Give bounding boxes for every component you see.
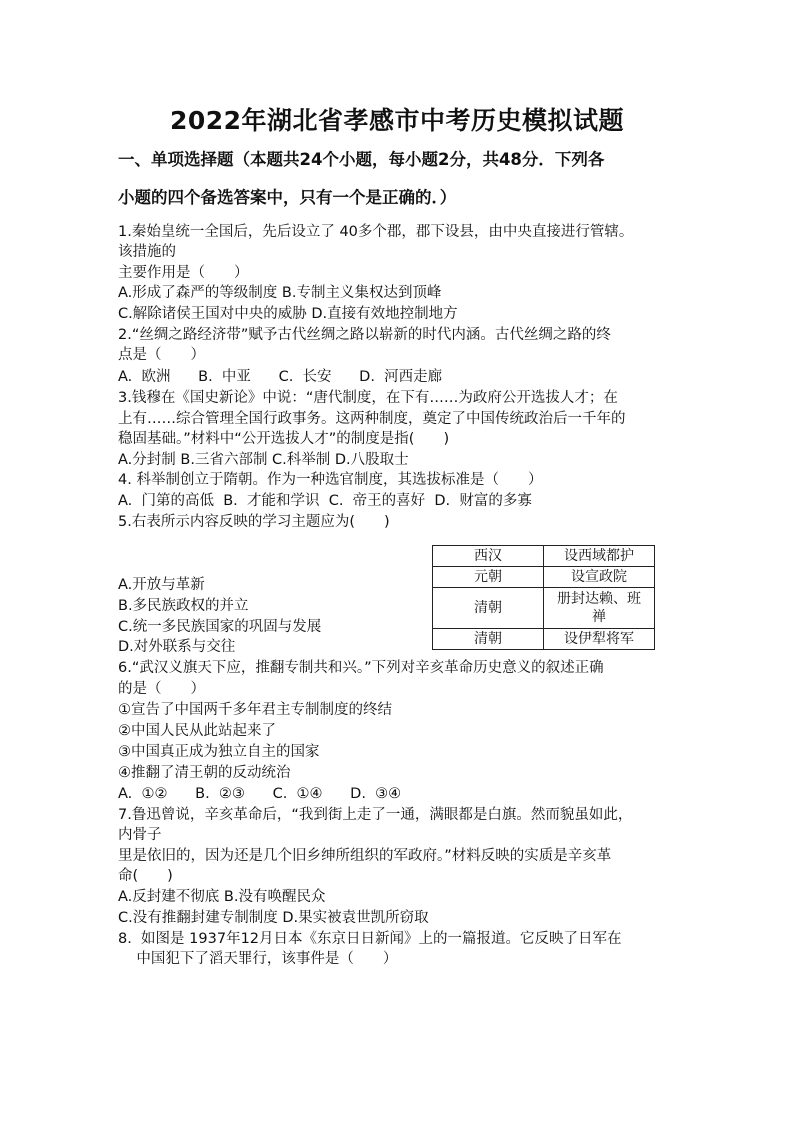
q3-stem-line-3: 稳固基础。”材料中“公开选拔人才”的制度是指( ) — [118, 431, 450, 447]
q6-item-3: ③中国真正成为独立自主的国家 — [118, 744, 320, 760]
table-cell: 西汉 — [433, 546, 544, 567]
q2-stem-line-2: 点是（ ） — [118, 347, 205, 363]
q3-stem-line-2: 上有……综合管理全国行政事务。这两种制度，奠定了中国传统政治后一千年的 — [118, 411, 626, 427]
table-row — [433, 629, 655, 650]
q3-stem-line-1: 3.钱穆在《国史新论》中说：“唐代制度，在下有……为政府公开选拔人才；在 — [118, 390, 618, 406]
q5-option-b: B.多民族政权的并立 — [118, 598, 249, 614]
q7-options-line-2: C.没有推翻封建专制制度 D.果实被袁世凯所窃取 — [118, 910, 429, 926]
q6-item-1: ①宣告了中国两千多年君主专制制度的终结 — [118, 702, 392, 718]
q7-options-line-1: A.反封建不彻底 B.没有唤醒民众 — [118, 889, 326, 905]
q6-item-2: ②中国人民从此站起来了 — [118, 723, 276, 739]
q6-options: A. ①② B. ②③ C. ①④ D. ③④ — [118, 786, 402, 802]
q6-stem-line-1: 6.“武汉义旗天下应，推翻专制共和兴。”下列对辛亥革命历史意义的叙述正确 — [118, 660, 604, 676]
table-cell: 设宣政院 — [544, 567, 655, 588]
q1-stem-line-2: 该措施的 — [118, 244, 176, 260]
table-cell: 清朝 — [433, 629, 544, 650]
q1-stem-line-1: 1.秦始皇统一全国后，先后设立了 40多个郡，郡下设县，由中央直接进行管辖。 — [118, 224, 634, 240]
q8-stem-line-2: 中国犯下了滔天罪行，该事件是（ ） — [118, 951, 398, 967]
table-cell-line: 禅 — [592, 609, 606, 625]
table-cell: 设西域都护 — [544, 546, 655, 567]
table-row — [433, 546, 655, 567]
q1-options-line-1: A.形成了森严的等级制度 B.专制主义集权达到顶峰 — [118, 285, 442, 301]
q5-table — [432, 545, 655, 650]
q2-stem-line-1: 2.“丝绸之路经济带”赋予古代丝绸之路以崭新的时代内涵。古代丝绸之路的终 — [118, 327, 611, 343]
q7-stem-line-4: 命( ) — [118, 868, 173, 884]
table-cell-line: 册封达赖、班 — [557, 591, 641, 607]
q6-item-4: ④推翻了清王朝的反动统治 — [118, 765, 291, 781]
q5-option-d: D.对外联系与交往 — [118, 639, 236, 655]
table-cell: 清朝 — [433, 588, 544, 629]
q6-stem-line-2: 的是（ ） — [118, 681, 205, 697]
section-heading-line-1: 一、单项选择题（本题共24个小题，每小题2分，共48分．下列各 — [118, 150, 605, 169]
table-row — [433, 588, 655, 629]
section-heading-line-2: 小题的四个备选答案中，只有一个是正确的．） — [118, 188, 457, 207]
q5-stem: 5.右表所示内容反映的学习主题应为( ) — [118, 514, 390, 530]
table-row — [433, 567, 655, 588]
q1-stem-line-3: 主要作用是（ ） — [118, 265, 249, 281]
q7-stem-line-2: 内骨子 — [118, 827, 162, 843]
q5-option-c: C.统一多民族国家的巩固与发展 — [118, 619, 322, 635]
q4-stem: 4. 科举制创立于隋朝。作为一种选官制度，其选拔标准是（ ） — [118, 472, 543, 488]
q1-options-line-2: C.解除诸侯王国对中央的威胁 D.直接有效地控制地方 — [118, 306, 458, 322]
q7-stem-line-3: 里是依旧的，因为还是几个旧乡绅所组织的军政府。”材料反映的实质是辛亥革 — [118, 848, 612, 864]
table-cell — [544, 588, 655, 629]
table-cell: 元朝 — [433, 567, 544, 588]
q2-options: A. 欧洲 B. 中亚 C. 长安 D. 河西走廊 — [118, 369, 443, 385]
q3-options: A.分封制 B.三省六部制 C.科举制 D.八股取士 — [118, 452, 409, 468]
page-title: 2022年湖北省孝感市中考历史模拟试题 — [169, 106, 625, 135]
table-cell: 设伊犁将军 — [544, 629, 655, 650]
q8-stem-line-1: 8. 如图是 1937年12月日本《东京日日新闻》上的一篇报道。它反映了日军在 — [118, 931, 622, 947]
q4-options: A. 门第的高低 B. 才能和学识 C. 帝王的喜好 D. 财富的多寡 — [118, 493, 532, 509]
q5-option-a: A.开放与革新 — [118, 577, 205, 593]
q7-stem-line-1: 7.鲁迅曾说，辛亥革命后，“我到街上走了一通，满眼都是白旗。然而貌虽如此， — [118, 807, 633, 823]
